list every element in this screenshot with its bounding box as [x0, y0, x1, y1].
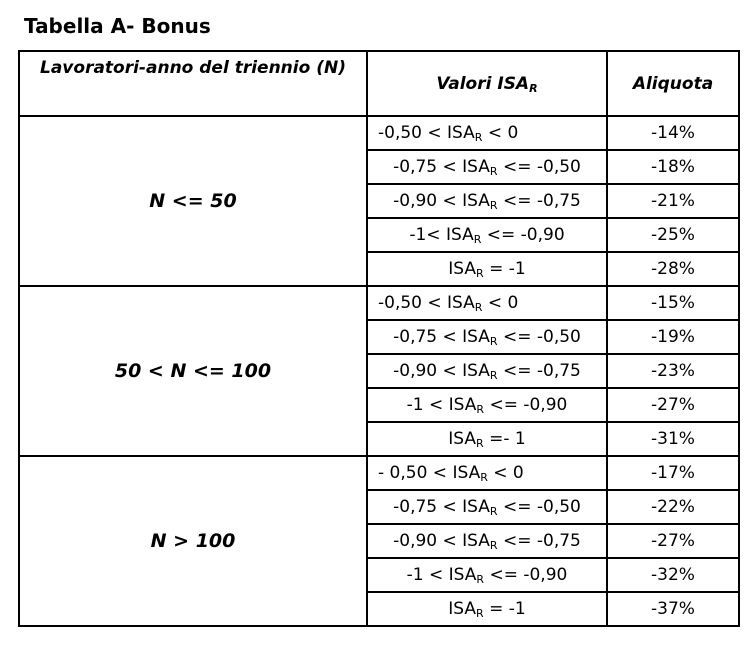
- range-prefix: -0,75 <: [393, 327, 463, 347]
- range-suffix: <= -0,90: [484, 395, 568, 415]
- isa-range-cell: [367, 388, 607, 422]
- isa-label: ISA: [448, 429, 477, 449]
- isa-subscript: R: [489, 539, 498, 552]
- isa-label: ISA: [447, 123, 475, 143]
- isa-label: ISA: [462, 531, 490, 551]
- range-prefix: -1 <: [406, 565, 449, 585]
- isa-label: ISA: [462, 361, 490, 381]
- isa-range-cell: [367, 558, 607, 592]
- range-suffix: = -1: [483, 259, 526, 279]
- isa-label: ISA: [462, 191, 490, 211]
- range-prefix: -0,50 <: [378, 293, 448, 313]
- range-suffix: <= -0,90: [481, 225, 565, 245]
- isa-label: ISA: [448, 565, 477, 585]
- isa-label: ISA: [462, 157, 490, 177]
- header-workers-years: Lavoratori-anno del triennio (N): [19, 51, 367, 116]
- rate-cell: -28%: [607, 252, 739, 286]
- isa-label: ISA: [447, 293, 475, 313]
- isa-label: ISA: [448, 395, 477, 415]
- rate-cell: -37%: [607, 592, 739, 626]
- rate-cell: -21%: [607, 184, 739, 218]
- rate-cell: -18%: [607, 150, 739, 184]
- range-suffix: <= -0,75: [497, 191, 581, 211]
- rate-cell: -19%: [607, 320, 739, 354]
- table-row: [19, 456, 739, 490]
- rate-cell: -22%: [607, 490, 739, 524]
- isa-subscript: R: [489, 369, 498, 382]
- table-header-row: [19, 51, 739, 116]
- rate-cell: -14%: [607, 116, 739, 150]
- range-prefix: -0,90 <: [393, 361, 463, 381]
- isa-range-cell: [367, 252, 607, 286]
- rate-cell: -32%: [607, 558, 739, 592]
- range-suffix: <= -0,75: [497, 361, 581, 381]
- range-suffix: <= -0,50: [497, 497, 581, 517]
- isa-range-cell: [367, 422, 607, 456]
- isa-label: ISA: [462, 327, 490, 347]
- isa-subscript: R: [476, 267, 484, 280]
- isa-subscript: R: [473, 233, 482, 246]
- isa-subscript: R: [489, 505, 498, 518]
- isa-subscript: R: [476, 573, 485, 586]
- group-label: 50 < N <= 100: [19, 286, 367, 456]
- range-prefix: -0,50 <: [378, 123, 448, 143]
- range-suffix: < 0: [487, 463, 524, 483]
- isa-subscript: R: [476, 437, 484, 450]
- range-suffix: <= -0,90: [484, 565, 568, 585]
- isa-range-cell: [367, 456, 607, 490]
- isa-range-cell: [367, 184, 607, 218]
- bonus-table: [18, 50, 740, 627]
- isa-range-cell: [367, 218, 607, 252]
- range-suffix: < 0: [482, 123, 519, 143]
- table-title: Tabella A- Bonus: [24, 14, 211, 38]
- header-rate: Aliquota: [607, 51, 739, 116]
- range-prefix: -0,90 <: [393, 191, 463, 211]
- isa-subscript: R: [489, 199, 498, 212]
- rate-cell: -23%: [607, 354, 739, 388]
- isa-range-cell: [367, 150, 607, 184]
- rate-cell: -27%: [607, 524, 739, 558]
- isa-range-cell: [367, 524, 607, 558]
- isa-range-cell: [367, 116, 607, 150]
- range-suffix: < 0: [482, 293, 519, 313]
- range-prefix: -0,75 <: [393, 157, 463, 177]
- isa-range-cell: [367, 286, 607, 320]
- table-row: [19, 286, 739, 320]
- range-prefix: -1<: [409, 225, 446, 245]
- isa-range-cell: [367, 490, 607, 524]
- isa-subscript: R: [489, 335, 498, 348]
- isa-label: ISA: [445, 225, 474, 245]
- isa-range-cell: [367, 320, 607, 354]
- range-prefix: - 0,50 <: [378, 463, 453, 483]
- range-suffix: =- 1: [483, 429, 526, 449]
- range-prefix: -0,90 <: [393, 531, 463, 551]
- isa-subscript: R: [480, 471, 488, 484]
- group-label: N <= 50: [19, 116, 367, 286]
- table-row: [19, 116, 739, 150]
- isa-label: ISA: [462, 497, 490, 517]
- rate-cell: -15%: [607, 286, 739, 320]
- isa-range-cell: [367, 592, 607, 626]
- range-prefix: -0,75 <: [393, 497, 463, 517]
- range-suffix: <= -0,50: [497, 157, 581, 177]
- header-isa-values: [367, 51, 607, 116]
- rate-cell: -25%: [607, 218, 739, 252]
- range-suffix: <= -0,75: [497, 531, 581, 551]
- range-prefix: -1 <: [406, 395, 449, 415]
- isa-label: ISA: [448, 599, 477, 619]
- range-suffix: <= -0,50: [497, 327, 581, 347]
- range-suffix: = -1: [483, 599, 526, 619]
- group-label: N > 100: [19, 456, 367, 626]
- isa-label: ISA: [452, 463, 481, 483]
- isa-subscript: R: [474, 131, 483, 144]
- isa-range-cell: [367, 354, 607, 388]
- isa-label: ISA: [448, 259, 477, 279]
- rate-cell: -17%: [607, 456, 739, 490]
- isa-subscript: R: [476, 403, 485, 416]
- header-isa-main: Valori ISA: [436, 73, 530, 94]
- isa-subscript: R: [474, 301, 483, 314]
- rate-cell: -31%: [607, 422, 739, 456]
- isa-subscript: R: [476, 607, 484, 620]
- isa-subscript: R: [489, 165, 498, 178]
- rate-cell: -27%: [607, 388, 739, 422]
- header-isa-sub: R: [529, 81, 538, 95]
